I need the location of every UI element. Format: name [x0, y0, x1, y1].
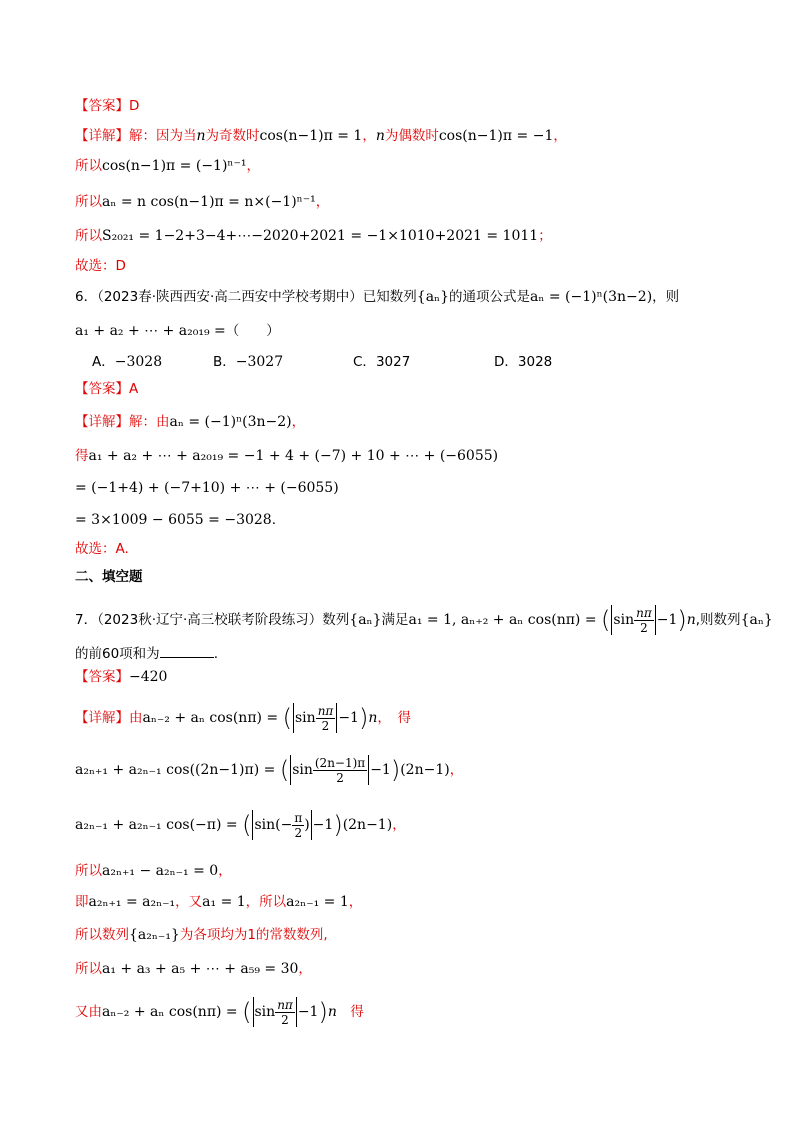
- q7-detail-line-8: 又由aₙ₋₂ + aₙ cos(nπ) = ( sin $\frac{n\pi}{2}$ −1)n 得: [75, 997, 364, 1027]
- detail-text: ，所以: [245, 894, 287, 910]
- punct: ，: [392, 817, 406, 833]
- math-expression: a₁ = 1: [202, 894, 246, 910]
- q7-stem-line-2: [75, 643, 218, 664]
- punct: .: [271, 512, 276, 528]
- math-expression: a₁ + a₃ + a₅ + ⋯ + a₅₉ = 30: [102, 961, 299, 977]
- math-expression: = 3×1009 − 6055 = −3028: [75, 512, 272, 528]
- detail-text: 解：由: [129, 414, 170, 430]
- fraction: [275, 998, 295, 1027]
- answer-value: A: [129, 381, 139, 397]
- stem-text: 已知数列: [362, 289, 417, 305]
- detail-text: ，又: [175, 894, 203, 910]
- section-heading: 二、填空题: [75, 569, 143, 585]
- option-label: A．: [92, 354, 115, 370]
- punct: ，: [362, 128, 376, 144]
- math-var: n: [686, 612, 696, 628]
- option-b: [213, 352, 283, 372]
- option-value: −3028: [114, 354, 163, 370]
- detail-text: 所以: [75, 158, 102, 174]
- math-expression: −1: [338, 710, 359, 726]
- detail-text: 为偶数时: [384, 128, 439, 144]
- q6-detail-line-2: [75, 446, 498, 466]
- stem-text: 数列: [322, 612, 350, 628]
- q5-detail-line-1: [75, 126, 567, 146]
- math-expression: a₁ + a₂ + ⋯ + a₂₀₁₉ =: [75, 323, 226, 339]
- math-expression: a₂ₙ₊₁ = a₂ₙ₋₁: [88, 894, 176, 910]
- math-expression: (2n−1): [400, 762, 450, 778]
- q5-choose: 故选：D: [75, 258, 126, 274]
- fraction: [313, 756, 367, 785]
- q6-stem-line-1: [75, 287, 679, 307]
- abs-bar: [296, 997, 297, 1027]
- math-function: sin: [613, 612, 635, 628]
- fraction: [634, 606, 654, 635]
- detail-text: 又由: [75, 1004, 102, 1020]
- stem-text: 的前60项和为: [75, 646, 160, 662]
- option-a: [92, 352, 162, 372]
- abs-bar: [293, 703, 294, 733]
- math-expression: aₙ₋₂ + aₙ cos(nπ) =: [142, 710, 283, 726]
- abs-bar: [655, 605, 656, 635]
- stem-text: 的通项公式是: [449, 289, 531, 305]
- detail-text: 所以: [75, 961, 102, 977]
- fraction: [316, 704, 336, 733]
- fraction-denominator: 2: [321, 718, 330, 733]
- math-expression: (2n−1): [342, 817, 393, 833]
- math-expression: a₂ₙ₋₁ = 1: [286, 894, 349, 910]
- answer-value: D: [129, 98, 140, 114]
- math-expression: = (−1+4) + (−7+10) + ⋯ + (−6055): [75, 480, 339, 496]
- stem-text: ，则: [652, 289, 680, 305]
- math-expression: aₙ₋₂ + aₙ cos(nπ) =: [102, 1004, 243, 1020]
- paren-close: ): [318, 998, 328, 1026]
- math-var: n: [368, 710, 378, 726]
- abs-bar: [253, 997, 254, 1027]
- punct: ，: [291, 414, 306, 430]
- math-var: n: [327, 1004, 337, 1020]
- detail-text: ， 得: [377, 710, 412, 726]
- detail-text: 即: [75, 894, 89, 910]
- answer-paren: （ ）: [225, 323, 280, 339]
- q7-detail-line-4: [75, 861, 232, 881]
- paren-close: ): [390, 756, 401, 784]
- detail-text: 由: [129, 710, 143, 726]
- q5-detail-line-2: [75, 156, 260, 176]
- detail-text: 所以数列: [75, 927, 129, 943]
- q5-detail-line-3: [75, 192, 329, 212]
- math-expression: aₙ = (−1)ⁿ(3n−2): [169, 414, 292, 430]
- q6-answer-line: [75, 379, 138, 399]
- math-expression: −1: [656, 612, 678, 628]
- fraction-numerator: π: [294, 810, 303, 825]
- abs-bar: [311, 810, 312, 840]
- fraction-denominator: 2: [336, 770, 344, 785]
- fraction-denominator: 2: [294, 825, 303, 840]
- q7-detail-line-7: [75, 959, 312, 979]
- math-expression: S₂₀₂₁ = 1−2+3−4+⋯−2020+2021 = −1×1010+2021 = 1011: [102, 228, 539, 244]
- answer-blank[interactable]: [160, 643, 214, 658]
- detail-text: 得: [75, 448, 89, 464]
- detail-label: 【详解】: [75, 414, 129, 430]
- paren-close: ): [358, 704, 369, 732]
- math-expression: {aₙ}: [416, 289, 450, 305]
- stem-text: 满足: [381, 612, 409, 628]
- detail-text: 所以: [75, 194, 102, 210]
- paren-close: ): [677, 606, 687, 634]
- math-expression: a₂ₙ₋₁ + a₂ₙ₋₁ cos(−π) =: [75, 817, 243, 833]
- option-c: [353, 352, 410, 372]
- fraction-numerator: nπ: [277, 997, 293, 1012]
- q5-answer-line: [75, 96, 139, 116]
- paren-open: (: [242, 998, 252, 1026]
- detail-text: 所以: [75, 863, 102, 879]
- paren-close: ): [333, 811, 343, 839]
- punct: ，: [553, 128, 567, 144]
- detail-label: 【详解】: [75, 710, 129, 726]
- q7-answer-line: [75, 667, 167, 687]
- q6-detail-line-3: [75, 478, 339, 498]
- q7-detail-line-2: a₂ₙ₊₁ + a₂ₙ₋₁ cos((2n−1)π) = ( sin $\frac{(2n-1)\pi}{2}$ −1)(2n−1)，: [75, 755, 464, 785]
- math-expression: a₂ₙ₊₁ + a₂ₙ₋₁ cos((2n−1)π) =: [75, 762, 280, 778]
- answer-label: 【答案】: [75, 669, 129, 685]
- q7-detail-line-3: a₂ₙ₋₁ + a₂ₙ₋₁ cos(−π) = ( sin(− $\frac{\pi}{2}$ ) −1)(2n−1)，: [75, 810, 406, 840]
- q5-detail-line-4: [75, 226, 552, 246]
- option-label: B．: [213, 354, 236, 370]
- option-d: [494, 352, 552, 372]
- stem-text: ,则数列: [695, 612, 741, 628]
- option-label: D．: [494, 354, 518, 370]
- math-var: n: [375, 128, 385, 144]
- paren-open: (: [279, 756, 290, 784]
- math-expression: {aₙ}: [740, 612, 773, 628]
- fraction-denominator: 2: [281, 1012, 289, 1027]
- punct: ，: [218, 863, 232, 879]
- math-expression: a₂ₙ₊₁ − a₂ₙ₋₁ = 0: [102, 863, 219, 879]
- punct: ，: [315, 194, 330, 210]
- q6-detail-line-1: [75, 412, 305, 432]
- math-expression: cos(n−1)π = 1: [259, 128, 363, 144]
- math-expression: cos(n−1)π = −1: [438, 128, 554, 144]
- detail-text: 为各项均为1的常数数列,: [179, 927, 328, 943]
- punct: .: [213, 646, 218, 662]
- fraction-numerator: (2n−1)π: [314, 755, 366, 770]
- question-source: （2023春·陕西西安·高二西安中学校考期中）: [97, 289, 363, 305]
- fraction: [292, 811, 304, 840]
- math-var: n: [196, 128, 206, 144]
- detail-text: 得: [336, 1004, 364, 1020]
- q6-detail-line-4: [75, 510, 276, 530]
- math-expression: {a₂ₙ₋₁}: [129, 927, 180, 943]
- answer-value: −420: [129, 669, 168, 685]
- detail-label: 【详解】: [75, 128, 129, 144]
- math-expression: aₙ = (−1)ⁿ(3n−2): [530, 289, 653, 305]
- punct: ，: [348, 894, 363, 910]
- punct: ，: [298, 961, 312, 977]
- punct: ；: [538, 228, 552, 244]
- answer-label: 【答案】: [75, 381, 129, 397]
- question-source: （2023秋·辽宁·高三校联考阶段练习）: [97, 612, 323, 628]
- answer-label: 【答案】: [75, 98, 129, 114]
- math-expression: cos(n−1)π = (−1)ⁿ⁻¹: [102, 158, 247, 174]
- q7-detail-line-6: [75, 925, 328, 945]
- option-label: C．: [353, 354, 376, 370]
- option-value: −3027: [235, 354, 284, 370]
- math-expression: −1: [312, 817, 334, 833]
- q7-detail-line-1: 【详解】由aₙ₋₂ + aₙ cos(nπ) = ( sin $\frac{n\pi}{2}$ −1)n， 得: [75, 703, 412, 733]
- paren-open: (: [601, 606, 611, 634]
- math-expression: a₁ + a₂ + ⋯ + a₂₀₁₉ = −1 + 4 + (−7) + 10 + ⋯ + (−6055): [88, 448, 499, 464]
- q6-stem-line-2: [75, 321, 280, 341]
- question-number: 6．: [75, 289, 98, 305]
- fraction-numerator: nπ: [317, 703, 334, 718]
- option-value: 3028: [517, 354, 553, 370]
- paren-open: (: [242, 811, 252, 839]
- q6-choose: 故选：A.: [75, 541, 129, 557]
- paren-open: (: [282, 704, 292, 732]
- math-expression: aₙ = n cos(n−1)π = n×(−1)ⁿ⁻¹: [102, 194, 316, 210]
- detail-text: 为奇数时: [205, 128, 260, 144]
- detail-text: 解：因为当: [129, 128, 197, 144]
- math-expression: −1: [297, 1004, 319, 1020]
- option-value: 3027: [375, 354, 411, 370]
- q7-stem-line-1: [75, 600, 773, 640]
- detail-text: 所以: [75, 228, 102, 244]
- question-number: 7．: [75, 612, 98, 628]
- fraction-denominator: 2: [640, 620, 648, 635]
- math-expression: −1: [370, 762, 391, 778]
- math-expression: a₁ = 1, aₙ₊₂ + aₙ cos(nπ) =: [408, 612, 602, 628]
- q7-detail-line-5: [75, 892, 362, 912]
- math-expression: {aₙ}: [349, 612, 382, 628]
- punct: ，: [449, 762, 464, 778]
- fraction-numerator: nπ: [636, 605, 652, 620]
- punct: ，: [246, 158, 260, 174]
